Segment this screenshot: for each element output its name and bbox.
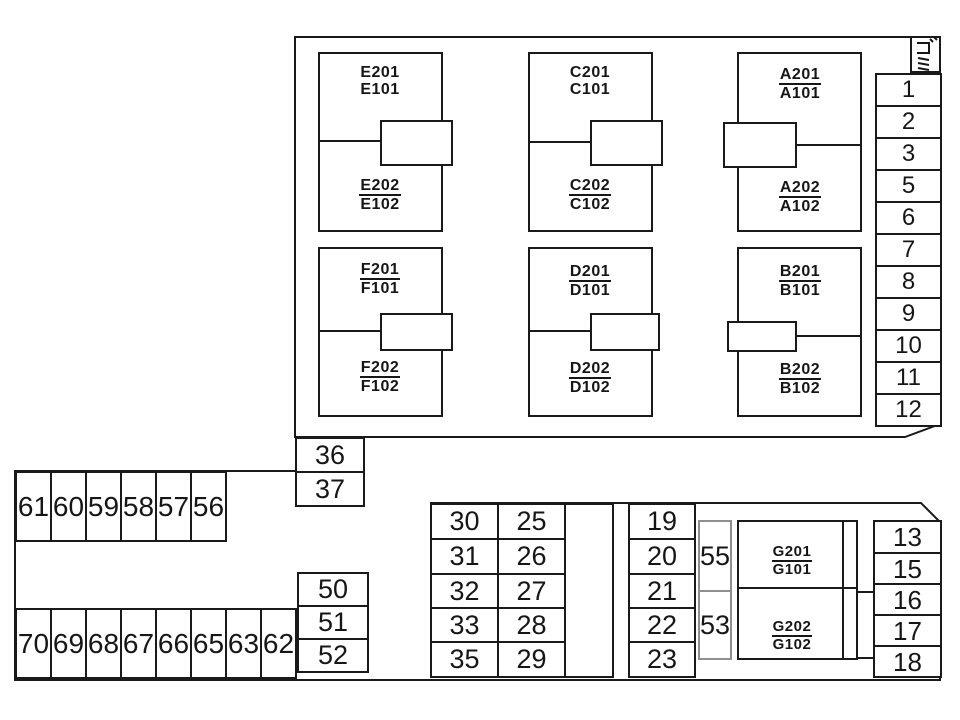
parking-space-number: 3 [901, 140, 916, 167]
building-G-lower-units [747, 619, 837, 653]
unit-code-top: C202 [569, 177, 611, 196]
parking-empty-area [564, 503, 614, 678]
parking-space-62 [260, 608, 297, 679]
building-G-upper-units [747, 544, 837, 578]
building-F-upper-units [335, 261, 425, 298]
parking-space-number: 11 [896, 364, 921, 391]
unit-code-bottom: F101 [360, 280, 400, 298]
parking-space-18 [873, 645, 942, 678]
parking-space-number: 63 [227, 627, 260, 659]
building-D-floor-divider [528, 330, 592, 332]
parking-space-number: 66 [157, 627, 190, 659]
parking-space-56 [190, 471, 227, 542]
parking-space-2 [875, 105, 942, 139]
parking-space-9 [875, 297, 942, 331]
parking-space-20 [628, 538, 696, 575]
building-F-lower-units [335, 359, 425, 396]
unit-code-top: F202 [360, 359, 400, 378]
parking-space-23 [628, 641, 696, 678]
building-B-upper-units [755, 263, 845, 300]
building-B-lower-units [755, 361, 845, 398]
parking-space-number: 21 [646, 575, 678, 606]
unit-code-top: F201 [360, 261, 400, 280]
parking-space-29 [497, 641, 566, 678]
building-C-floor-divider [528, 141, 592, 143]
parking-space-50 [297, 572, 369, 607]
parking-space-30 [430, 503, 499, 540]
parking-space-7 [875, 233, 942, 267]
building-E-lower-units [335, 177, 425, 214]
building-A-floor-divider [795, 144, 862, 146]
parking-space-number: 27 [516, 575, 547, 606]
parking-space-12 [875, 393, 942, 427]
parking-space-11 [875, 361, 942, 395]
parking-space-36 [295, 437, 365, 473]
parking-space-number: 68 [87, 627, 120, 659]
parking-space-number: 6 [901, 204, 916, 231]
parking-space-66 [155, 608, 192, 679]
building-E-floor-divider [318, 140, 382, 142]
building-F-floor-divider [318, 330, 382, 332]
parking-space-number: 69 [52, 627, 85, 659]
parking-space-52 [297, 638, 369, 673]
parking-space-59 [85, 471, 122, 542]
parking-space-number: 60 [52, 490, 85, 522]
parking-space-number: 55 [699, 540, 731, 571]
parking-space-number: 50 [317, 574, 349, 604]
building-E-upper-units [335, 64, 425, 99]
parking-space-16 [873, 583, 942, 616]
unit-code-top: G201 [772, 544, 813, 562]
parking-space-55 [698, 520, 732, 592]
unit-code-top: G202 [772, 619, 813, 637]
parking-space-number: 19 [646, 506, 678, 536]
building-D-entrance [590, 313, 660, 351]
parking-space-57 [155, 471, 192, 542]
unit-code-top: B202 [779, 361, 821, 380]
unit-code-bottom: B102 [779, 380, 821, 398]
unit-code-top: E202 [359, 177, 400, 196]
building-G-floor-divider [737, 587, 858, 589]
unit-code-bottom: A102 [779, 198, 821, 216]
parking-space-31 [430, 538, 499, 575]
unit-code-top: B201 [779, 263, 821, 282]
parking-space-number: 23 [646, 644, 678, 674]
unit-code-top: C201 [569, 64, 611, 81]
parking-space-number: 16 [893, 584, 922, 615]
parking-space-number: 9 [901, 300, 916, 327]
parking-space-number: 57 [157, 490, 190, 522]
unit-code-bottom: C101 [569, 81, 611, 99]
parking-space-5 [875, 169, 942, 203]
parking-space-number: 33 [449, 609, 480, 640]
parking-space-number: 61 [17, 490, 50, 522]
parking-space-number: 18 [893, 646, 922, 677]
building-C-lower-units [545, 177, 635, 214]
building-F-entrance [380, 313, 453, 351]
building-G-corridor [842, 520, 858, 660]
parking-space-13 [873, 520, 942, 554]
building-E-entrance [380, 120, 453, 166]
parking-space-number: 8 [901, 268, 916, 295]
parking-space-32 [430, 573, 499, 609]
building-A-upper-units [755, 66, 845, 103]
unit-code-bottom: F102 [360, 378, 400, 396]
parking-space-26 [497, 538, 566, 575]
unit-code-top: A201 [779, 66, 821, 85]
parking-space-3 [875, 137, 942, 171]
parking-space-6 [875, 201, 942, 235]
parking-space-60 [50, 471, 87, 542]
parking-space-number: 10 [895, 332, 922, 359]
unit-code-bottom: B101 [779, 282, 821, 300]
parking-space-number: 22 [646, 609, 678, 640]
parking-space-67 [120, 608, 157, 679]
parking-space-27 [497, 573, 566, 609]
parking-space-number: 59 [87, 490, 120, 522]
parking-space-1 [875, 73, 942, 107]
parking-space-number: 7 [901, 236, 916, 263]
unit-code-top: D202 [569, 360, 611, 379]
parking-space-28 [497, 607, 566, 643]
parking-space-22 [628, 607, 696, 643]
parking-space-65 [190, 608, 227, 679]
parking-space-number: 28 [516, 609, 547, 640]
parking-space-number: 70 [17, 627, 50, 659]
parking-space-number: 25 [516, 506, 547, 536]
building-A-entrance [723, 122, 797, 168]
building-B-floor-divider [795, 335, 862, 337]
parking-space-53 [698, 590, 732, 660]
unit-code-bottom: C102 [569, 196, 611, 214]
parking-space-69 [50, 608, 87, 679]
parking-space-number: 17 [893, 615, 922, 646]
parking-space-number: 37 [314, 473, 346, 504]
parking-space-number: 35 [449, 644, 480, 674]
parking-space-number: 67 [122, 627, 155, 659]
parking-space-51 [297, 605, 369, 640]
building-D-upper-units [545, 263, 635, 300]
parking-space-33 [430, 607, 499, 643]
unit-code-bottom: E102 [360, 196, 400, 214]
parking-space-19 [628, 503, 696, 540]
parking-space-number: 13 [893, 522, 922, 552]
unit-code-bottom: D101 [569, 282, 611, 300]
parking-space-15 [873, 552, 942, 585]
parking-space-number: 65 [192, 627, 225, 659]
parking-space-number: 31 [449, 541, 480, 571]
building-D-lower-units [545, 360, 635, 397]
parking-space-number: 58 [122, 490, 155, 522]
parking-space-number: 62 [262, 627, 295, 659]
parking-space-63 [225, 608, 262, 679]
unit-code-top: E201 [360, 64, 400, 81]
parking-space-number: 36 [314, 439, 346, 470]
parking-space-number: 51 [317, 607, 349, 637]
parking-space-number: 56 [192, 490, 225, 522]
parking-space-17 [873, 614, 942, 647]
unit-code-bottom: E101 [360, 81, 400, 99]
parking-space-number: 12 [895, 396, 922, 423]
parking-space-70 [15, 608, 52, 679]
building-B-entrance [727, 321, 797, 352]
parking-space-number: 2 [901, 108, 916, 135]
parking-space-number: 52 [317, 640, 349, 670]
parking-space-number: 53 [699, 609, 731, 640]
parking-space-8 [875, 265, 942, 299]
unit-code-bottom: D102 [569, 379, 611, 397]
parking-space-number: 20 [646, 541, 678, 571]
parking-space-35 [430, 641, 499, 678]
parking-space-37 [295, 471, 365, 507]
unit-code-bottom: G102 [772, 636, 812, 654]
parking-space-10 [875, 329, 942, 363]
building-C-entrance [590, 120, 663, 166]
unit-code-bottom: G101 [772, 561, 812, 579]
connector-ticks [858, 592, 873, 658]
building-C-upper-units [545, 64, 635, 99]
parking-space-58 [120, 471, 157, 542]
parking-space-number: 30 [449, 506, 480, 536]
building-A-lower-units [755, 179, 845, 216]
parking-space-number: 5 [901, 172, 916, 199]
parking-space-number: 32 [449, 575, 480, 606]
parking-space-number: 15 [893, 553, 922, 584]
parking-space-number: 1 [901, 76, 916, 103]
parking-space-61 [15, 471, 52, 542]
unit-code-top: A202 [779, 179, 821, 198]
parking-space-68 [85, 608, 122, 679]
parking-space-21 [628, 573, 696, 609]
parking-space-number: 26 [516, 541, 547, 571]
unit-code-bottom: A101 [779, 85, 821, 103]
unit-code-top: D201 [569, 263, 611, 282]
parking-space-25 [497, 503, 566, 540]
parking-space-number: 29 [516, 644, 547, 674]
